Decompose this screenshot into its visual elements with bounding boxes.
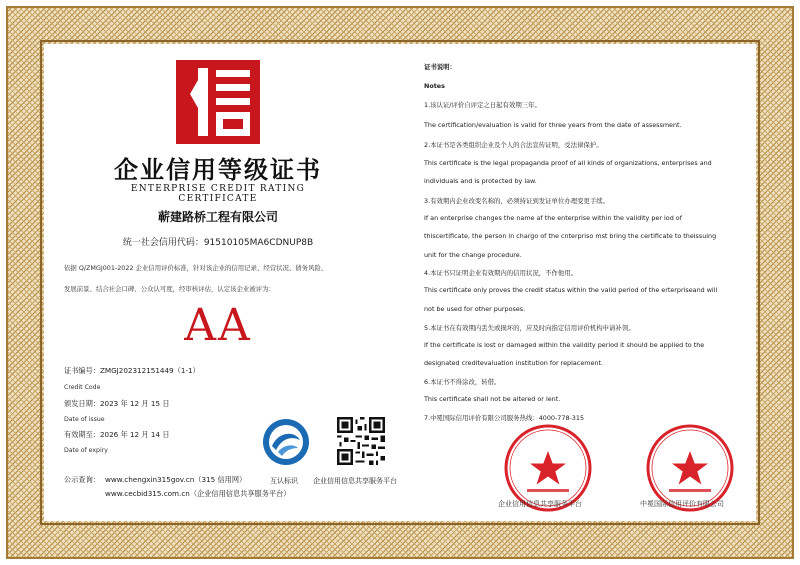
certificate-number-en: Credit Code	[64, 384, 101, 391]
note-line: 2.本证书是各类组织企业及个人的合法宣传证明，受法律保护。	[424, 141, 603, 149]
qr-code-icon[interactable]	[337, 417, 385, 465]
note-line: This certificate is the legal propaganda proof of all kinds of organizations, enterprises and	[424, 159, 712, 167]
note-line: This certificate only proves the credit status within the valid period of the erterpriseand will	[424, 286, 718, 294]
expiry-date: 有效期至：2026 年 12 月 14 日	[64, 430, 170, 439]
note-line: 4.本证书只证明企业有效期内的信用状况，不作他用。	[424, 269, 578, 277]
expiry-date-en: Date of expiry	[64, 447, 108, 454]
company-name: 蕲建路桥工程有限公司	[157, 210, 278, 224]
rating-basis	[64, 258, 354, 300]
note-line: If the certificate is lost or damaged within the validity period it should be applied to the	[424, 341, 705, 349]
left-seal-caption: 企业信用信息共享服务平台	[498, 500, 582, 508]
note-line: If an enterprise changes the name af the enterprise within the validity per iod of	[424, 214, 682, 222]
rating-basis-line: 依据 Q/ZMGJ001-2022 企业信用评价标准，针对该企业的信用记录、经营状况、债务风险、	[64, 264, 328, 272]
credit-grade: AA	[184, 300, 252, 351]
emblem-caption: 互认标识	[270, 477, 298, 485]
note-line: not be used for other purposes.	[424, 305, 526, 313]
certificate-title: 企业信用等级证书	[114, 155, 322, 184]
qr-caption: 企业信用信息共享服务平台	[313, 477, 397, 485]
mutual-recognition-icon	[262, 418, 310, 466]
query-link-cecbid[interactable]: www.cecbid315.com.cn（企业信用信息共享服务平台）	[105, 489, 291, 498]
credit-code: 统一社会信用代码：91510105MA6CDNUP8B	[122, 238, 314, 248]
notes-heading: 证书说明：	[424, 63, 456, 71]
issue-date-en: Date of issue	[64, 416, 105, 423]
note-line: thiscertificate, the person in chargo of the cnterpriso mst bring the certificate to theissuing	[424, 232, 717, 240]
credit-logo-icon	[176, 60, 260, 144]
note-line: 5.本证书在有效期内丢失或损坏的，应及时向指定信用评价机构申请补领。	[424, 324, 635, 332]
certificate-number: 证书编号：ZMGJ202312151449（1-1）	[64, 366, 200, 375]
note-line: 7.中冕国际信用评价有限公司服务热线：4000-778-315	[424, 414, 585, 422]
notes-heading-en: Notes	[424, 82, 445, 90]
note-line: 3.有效期内企业改变名称的，必须持证到发证单位办理变更手续。	[424, 197, 610, 205]
note-line: The certification/evaluation is valid for three years from the date of assessment.	[424, 121, 682, 129]
note-line: 1.该认证/评价自评定之日起有效期三年。	[424, 101, 541, 109]
right-seal-caption: 中冕国际信用评价有限公司	[640, 500, 724, 508]
query-label: 公示查询：	[64, 475, 100, 484]
rating-basis-line: 发展前景、结合社会口碑、公众认可度，经审核评估，认定该企业被评为：	[64, 285, 275, 293]
query-link-315[interactable]: www.chengxin315gov.cn（315 信用网）	[105, 475, 247, 484]
note-line: unit for the change procedure.	[424, 251, 522, 259]
issue-date: 颁发日期：2023 年 12 月 15 日	[64, 399, 170, 408]
note-line: designated creditevaluation institution for replacement.	[424, 359, 603, 367]
note-line: This certificate shall not be altered or lent.	[424, 395, 561, 403]
certificate-title-en: ENTERPRISE CREDIT RATING CERTIFICATE	[130, 184, 306, 204]
note-line: individuals and is protected by law.	[424, 177, 537, 185]
note-line: 6.本证书不得涂改，转借。	[424, 378, 501, 386]
